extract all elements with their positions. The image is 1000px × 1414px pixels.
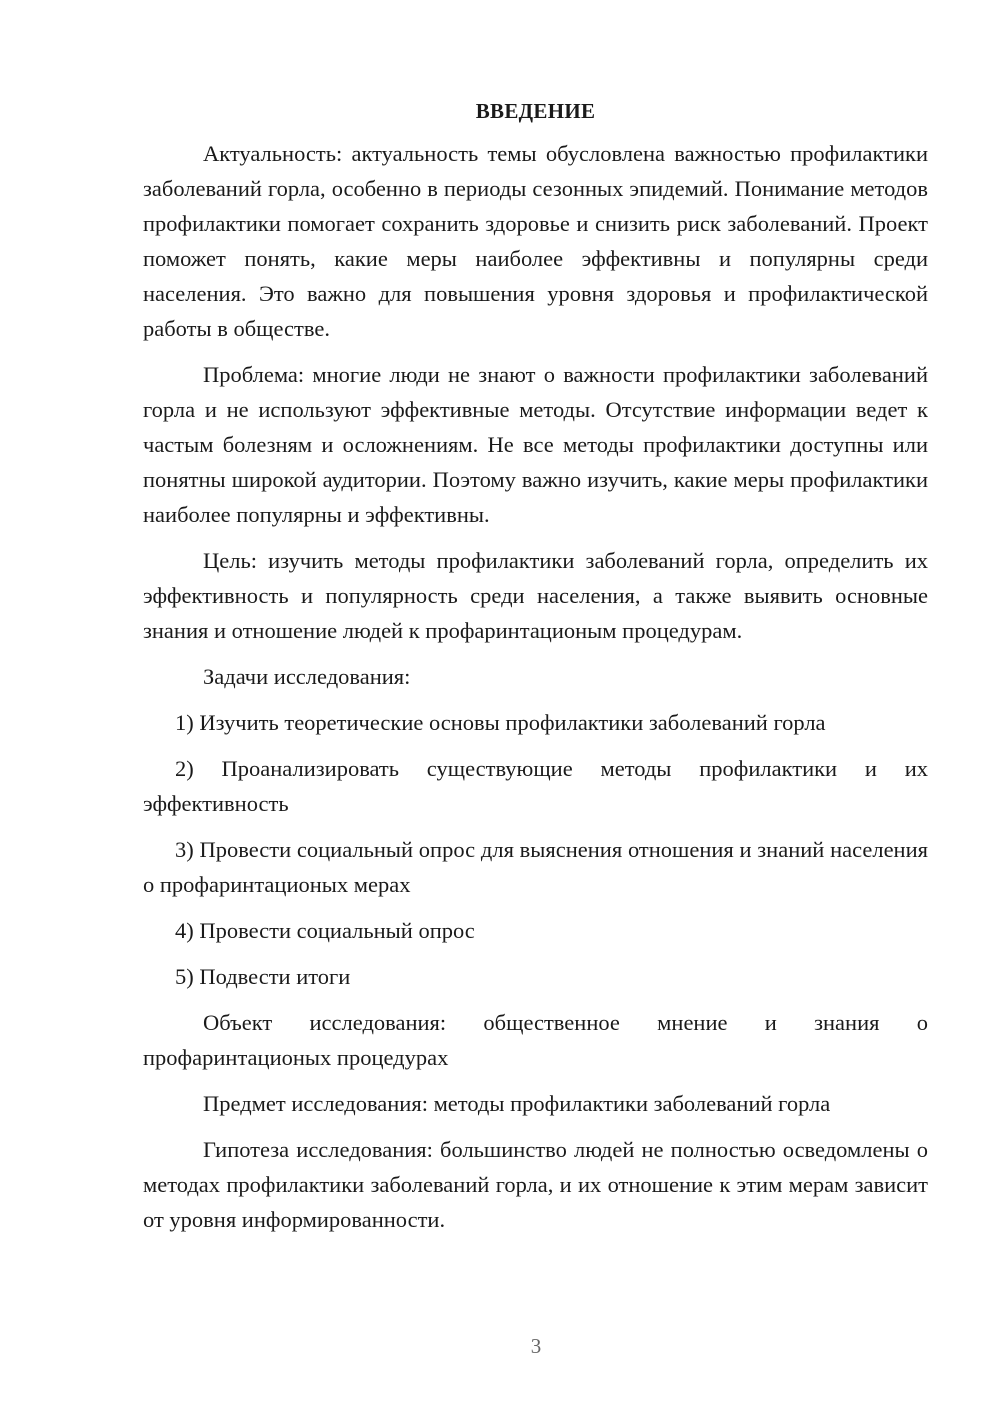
document-page (143, 96, 928, 1248)
page-title: ВВЕДЕНИЕ (475, 99, 596, 123)
task-item-4: 4) Провести социальный опрос (175, 918, 475, 943)
page-number: 3 (530, 1334, 542, 1358)
paragraph-relevance: Актуальность: актуальность темы обусловлена важностью профилактики заболеваний горла, особенно в периоды сезонных эпидемий. Понимание методов профилактики помогает сохранить здоровье и снизить риск заболеваний. Проект поможет понять, какие меры наиболее эффективны и популярны среди населения. Это важно для повышения уровня здоровья и профилактической работы в обществе. (143, 141, 928, 341)
paragraph-goal: Цель: изучить методы профилактики заболеваний горла, определить их эффективность и популярность среди населения, а также выявить основные знания и отношение людей к профаринтационым процедурам. (143, 548, 928, 643)
paragraph-subject: Предмет исследования: методы профилактики заболеваний горла (203, 1091, 831, 1116)
task-item-1: 1) Изучить теоретические основы профилактики заболеваний горла (175, 710, 826, 735)
task-item-2: 2) Проанализировать существующие методы профилактики и их эффективность (143, 756, 928, 816)
task-item-5: 5) Подвести итоги (175, 964, 351, 989)
paragraph-hypothesis: Гипотеза исследования: большинство людей не полностью осведомлены о методах профилактики заболеваний горла, и их отношение к этим мерам зависит от уровня информированности. (143, 1137, 928, 1232)
paragraph-tasks-heading: Задачи исследования: (203, 664, 411, 689)
paragraph-object: Объект исследования: общественное мнение и знания о профаринтационых процедурах (143, 1010, 928, 1070)
task-item-3: 3) Провести социальный опрос для выяснения отношения и знаний населения о профаринтационых мерах (143, 837, 928, 897)
paragraph-problem: Проблема: многие люди не знают о важности профилактики заболеваний горла и не используют эффективные методы. Отсутствие информации ведет к частым болезням и осложнениям. Не все методы профилактики доступны или понятны широкой аудитории. Поэтому важно изучить, какие меры профилактики наиболее популярны и эффективны. (143, 362, 928, 527)
